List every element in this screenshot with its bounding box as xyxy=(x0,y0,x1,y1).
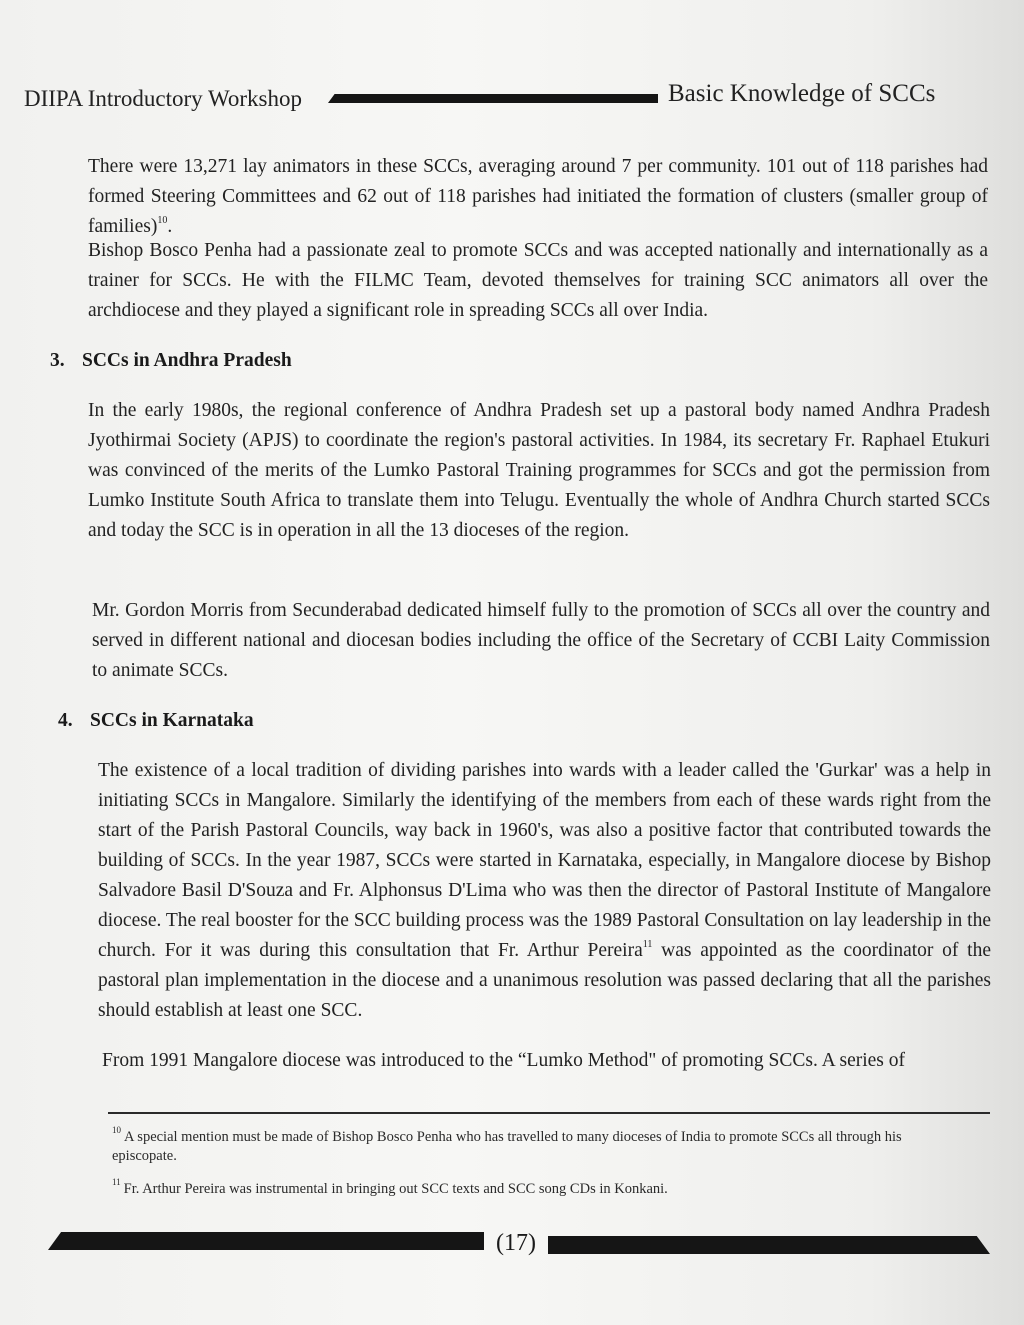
section-4-paragraph-1-a: The existence of a local tradition of dividing parishes into wards with a leader called the 'Gurkar' was a help in initiating SCCs in Mangalore. Similarly the identifying of the members from each of these wards right from the start of the Parish Pastoral Councils, way back in 1960's, was also a positive factor that contributed towards the building of SCCs. In the year 1987, SCCs were started in Karnataka, especially, in Mangalore diocese by Bishop Salvadore Basil D'Souza and Fr. Alphonsus D'Lima who was then the director of Pastoral Institute of Mangalore diocese. The real booster for the SCC building process was the 1989 Pastoral Consultation on lay leadership in the church. For it was during this consultation that Fr. Arthur Pereira xyxy=(98,760,991,961)
footer-rule-left xyxy=(48,1232,484,1250)
section-4-paragraph-2: From 1991 Mangalore diocese was introduced to the “Lumko Method" of promoting SCCs. A series of xyxy=(102,1050,906,1071)
intro-paragraph-1-end: . xyxy=(167,216,173,237)
footnote-11 xyxy=(112,1177,952,1199)
footnote-10-text: A special mention must be made of Bishop Bosco Penha who has travelled to many dioceses of India to promote SCCs all through his episcopate. xyxy=(112,1129,902,1164)
section-3-number: 3. xyxy=(50,350,65,371)
section-3-paragraph-2: Mr. Gordon Morris from Secunderabad dedicated himself fully to the promotion of SCCs all over the country and served in different national and diocesan bodies including the office of the Secretary of CCBI Laity Commission to animate SCCs. xyxy=(92,600,990,681)
footnote-11-mark: 11 xyxy=(112,1177,121,1187)
footnote-ref-11: 11 xyxy=(642,939,653,950)
intro-paragraph-1 xyxy=(88,152,988,242)
page-number: (17) xyxy=(496,1230,536,1256)
intro-paragraph-1-text: There were 13,271 lay animators in these SCCs, averaging around 7 per community. 101 out of 118 parishes had formed Steering Committees and 62 out of 118 parishes had initiated the formation of clusters (smaller group of families) xyxy=(88,156,988,237)
footnote-10-mark: 10 xyxy=(112,1125,121,1135)
footnote-rule xyxy=(108,1112,990,1114)
section-3-title: SCCs in Andhra Pradesh xyxy=(82,350,292,371)
footnote-ref-10: 10 xyxy=(157,215,168,226)
footer-rule-right xyxy=(548,1236,990,1254)
section-4-number: 4. xyxy=(58,710,73,731)
running-header-left: DIIPA Introductory Workshop xyxy=(24,86,302,111)
intro-paragraph-2: Bishop Bosco Penha had a passionate zeal to promote SCCs and was accepted nationally and internationally as a trainer for SCCs. He with the FILMC Team, devoted themselves for training SCC animators all over the archdiocese and they played a significant role in spreading SCCs all over India. xyxy=(88,240,988,321)
section-3-paragraph-1: In the early 1980s, the regional conference of Andhra Pradesh set up a pastoral body named Andhra Pradesh Jyothirmai Society (APJS) to coordinate the region's pastoral activities. In 1984, its secretary Fr. Raphael Etukuri was convinced of the merits of the Lumko Pastoral Training programmes for SCCs and got the permission from Lumko Institute South Africa to translate them into Telugu. Eventually the whole of Andhra Church started SCCs and today the SCC is in operation in all the 13 dioceses of the region. xyxy=(88,400,990,541)
section-3-heading xyxy=(50,350,292,372)
footnote-11-text: Fr. Arthur Pereira was instrumental in bringing out SCC texts and SCC song CDs in Konkani. xyxy=(123,1181,668,1197)
section-4-paragraph-1 xyxy=(98,756,991,1026)
running-header-right: Basic Knowledge of SCCs xyxy=(668,80,936,107)
section-4-heading xyxy=(58,710,254,732)
header-rule xyxy=(328,94,658,103)
section-4-title: SCCs in Karnataka xyxy=(90,710,254,731)
section-4-paragraph-1-b: was appointed as the coordinator of the pastoral plan implementation in the diocese and a unanimous resolution was passed declaring that all the parishes should establish at least one SCC. xyxy=(98,940,991,1021)
footnote-10 xyxy=(112,1125,952,1166)
